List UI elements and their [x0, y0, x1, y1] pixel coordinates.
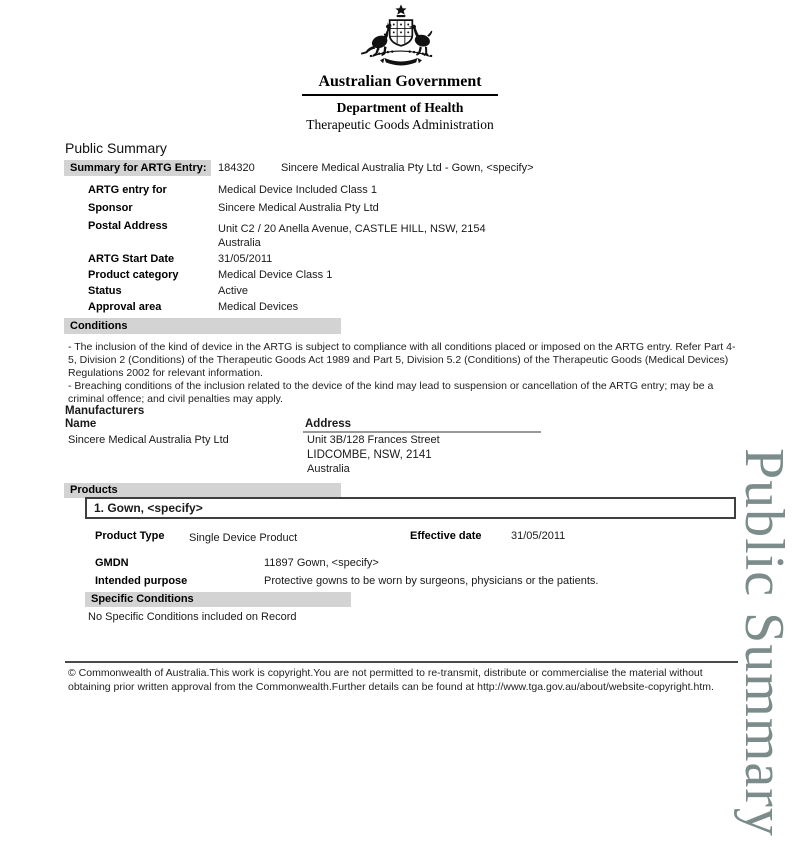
- field-label: ARTG Start Date: [88, 253, 175, 265]
- field-value: Unit C2 / 20 Anella Avenue, CASTLE HILL, NSW, 2154: [218, 223, 486, 235]
- field-label: Postal Address: [88, 220, 168, 232]
- manufacturer-address-header: Address: [305, 418, 352, 430]
- condition-item: - The inclusion of the kind of device in the ARTG is subject to compliance with all conditions placed or imposed on the ARTG entry. Refer Part 4-5, Division 2 (Conditions) of the Therapeutic Goods Act 1989 and Part 5, Division 5.2 (Conditions) of the Therapeutic Goods (Medical Devices) Regulations 2002 for relevant information.: [68, 341, 736, 379]
- gmdn-value: 11897 Gown, <specify>: [264, 557, 379, 569]
- field-value: Sincere Medical Australia Pty Ltd: [218, 202, 379, 214]
- product-title-box: [85, 497, 736, 519]
- field-value: Medical Device Included Class 1: [218, 184, 377, 196]
- field-label: Product category: [88, 269, 179, 281]
- effective-date-value: 31/05/2011: [511, 530, 566, 542]
- field-label: Status: [88, 285, 122, 297]
- department-title: Department of Health: [336, 100, 464, 115]
- manufacturer-address-line: Unit 3B/128 Frances Street: [307, 434, 440, 446]
- intended-purpose-label: Intended purpose: [95, 575, 188, 587]
- product-title: 1. Gown, <specify>: [94, 501, 203, 515]
- field-value: Medical Devices: [218, 301, 299, 313]
- product-type-value: Single Device Product: [189, 532, 298, 544]
- field-value: 31/05/2011: [218, 253, 273, 265]
- manufacturer-address-line: Australia: [307, 463, 350, 475]
- product-type-label: Product Type: [95, 530, 165, 542]
- government-title: Australian Government: [318, 73, 482, 90]
- footer-divider: [65, 661, 738, 663]
- manufacturers-section-title: Manufacturers: [65, 405, 145, 417]
- products-section-header: Products: [64, 483, 341, 498]
- field-label: ARTG entry for: [88, 184, 167, 196]
- artg-entry-name: Sincere Medical Australia Pty Ltd - Gown, <specify>: [281, 162, 534, 174]
- gmdn-label: GMDN: [95, 557, 129, 569]
- effective-date-label: Effective date: [410, 530, 482, 542]
- australian-coat-of-arms-icon: [347, 4, 455, 72]
- manufacturer-name: Sincere Medical Australia Pty Ltd: [68, 434, 229, 446]
- field-value: Medical Device Class 1: [218, 269, 333, 281]
- conditions-section-header: Conditions: [64, 318, 341, 334]
- public-summary-watermark: Public Summary: [733, 448, 795, 837]
- copyright-notice: © Commonwealth of Australia.This work is copyright.You are not permitted to re-transmit, distribute or commercialise the material without obtaining prior written approval from the Commonwealth.Further details can be found at http://www.tga.gov.au/about/website-copyright.htm.: [68, 667, 714, 693]
- specific-conditions-text: No Specific Conditions included on Record: [88, 611, 297, 623]
- field-label: Sponsor: [88, 202, 133, 214]
- page-title: Public Summary: [65, 140, 167, 156]
- field-value: Active: [218, 285, 248, 297]
- condition-item: - Breaching conditions of the inclusion related to the device of the kind may lead to suspension or cancellation of the ARTG entry; may be a criminal offence; and civil penalties may apply.: [68, 380, 714, 405]
- field-value-line2: Australia: [218, 237, 261, 249]
- field-label: Approval area: [88, 301, 162, 313]
- conditions-text: [68, 341, 738, 406]
- header-divider: [302, 94, 498, 96]
- summary-section-header: Summary for ARTG Entry:: [64, 160, 211, 176]
- manufacturer-address-line: LIDCOMBE, NSW, 2141: [307, 449, 432, 461]
- header-block: [290, 73, 510, 133]
- intended-purpose-value: Protective gowns to be worn by surgeons, physicians or the patients.: [264, 575, 599, 587]
- specific-conditions-header: Specific Conditions: [85, 592, 351, 607]
- agency-title: Therapeutic Goods Administration: [306, 117, 494, 132]
- artg-entry-number: 184320: [218, 162, 255, 174]
- address-header-underline: [303, 431, 541, 433]
- manufacturer-name-header: Name: [65, 418, 97, 430]
